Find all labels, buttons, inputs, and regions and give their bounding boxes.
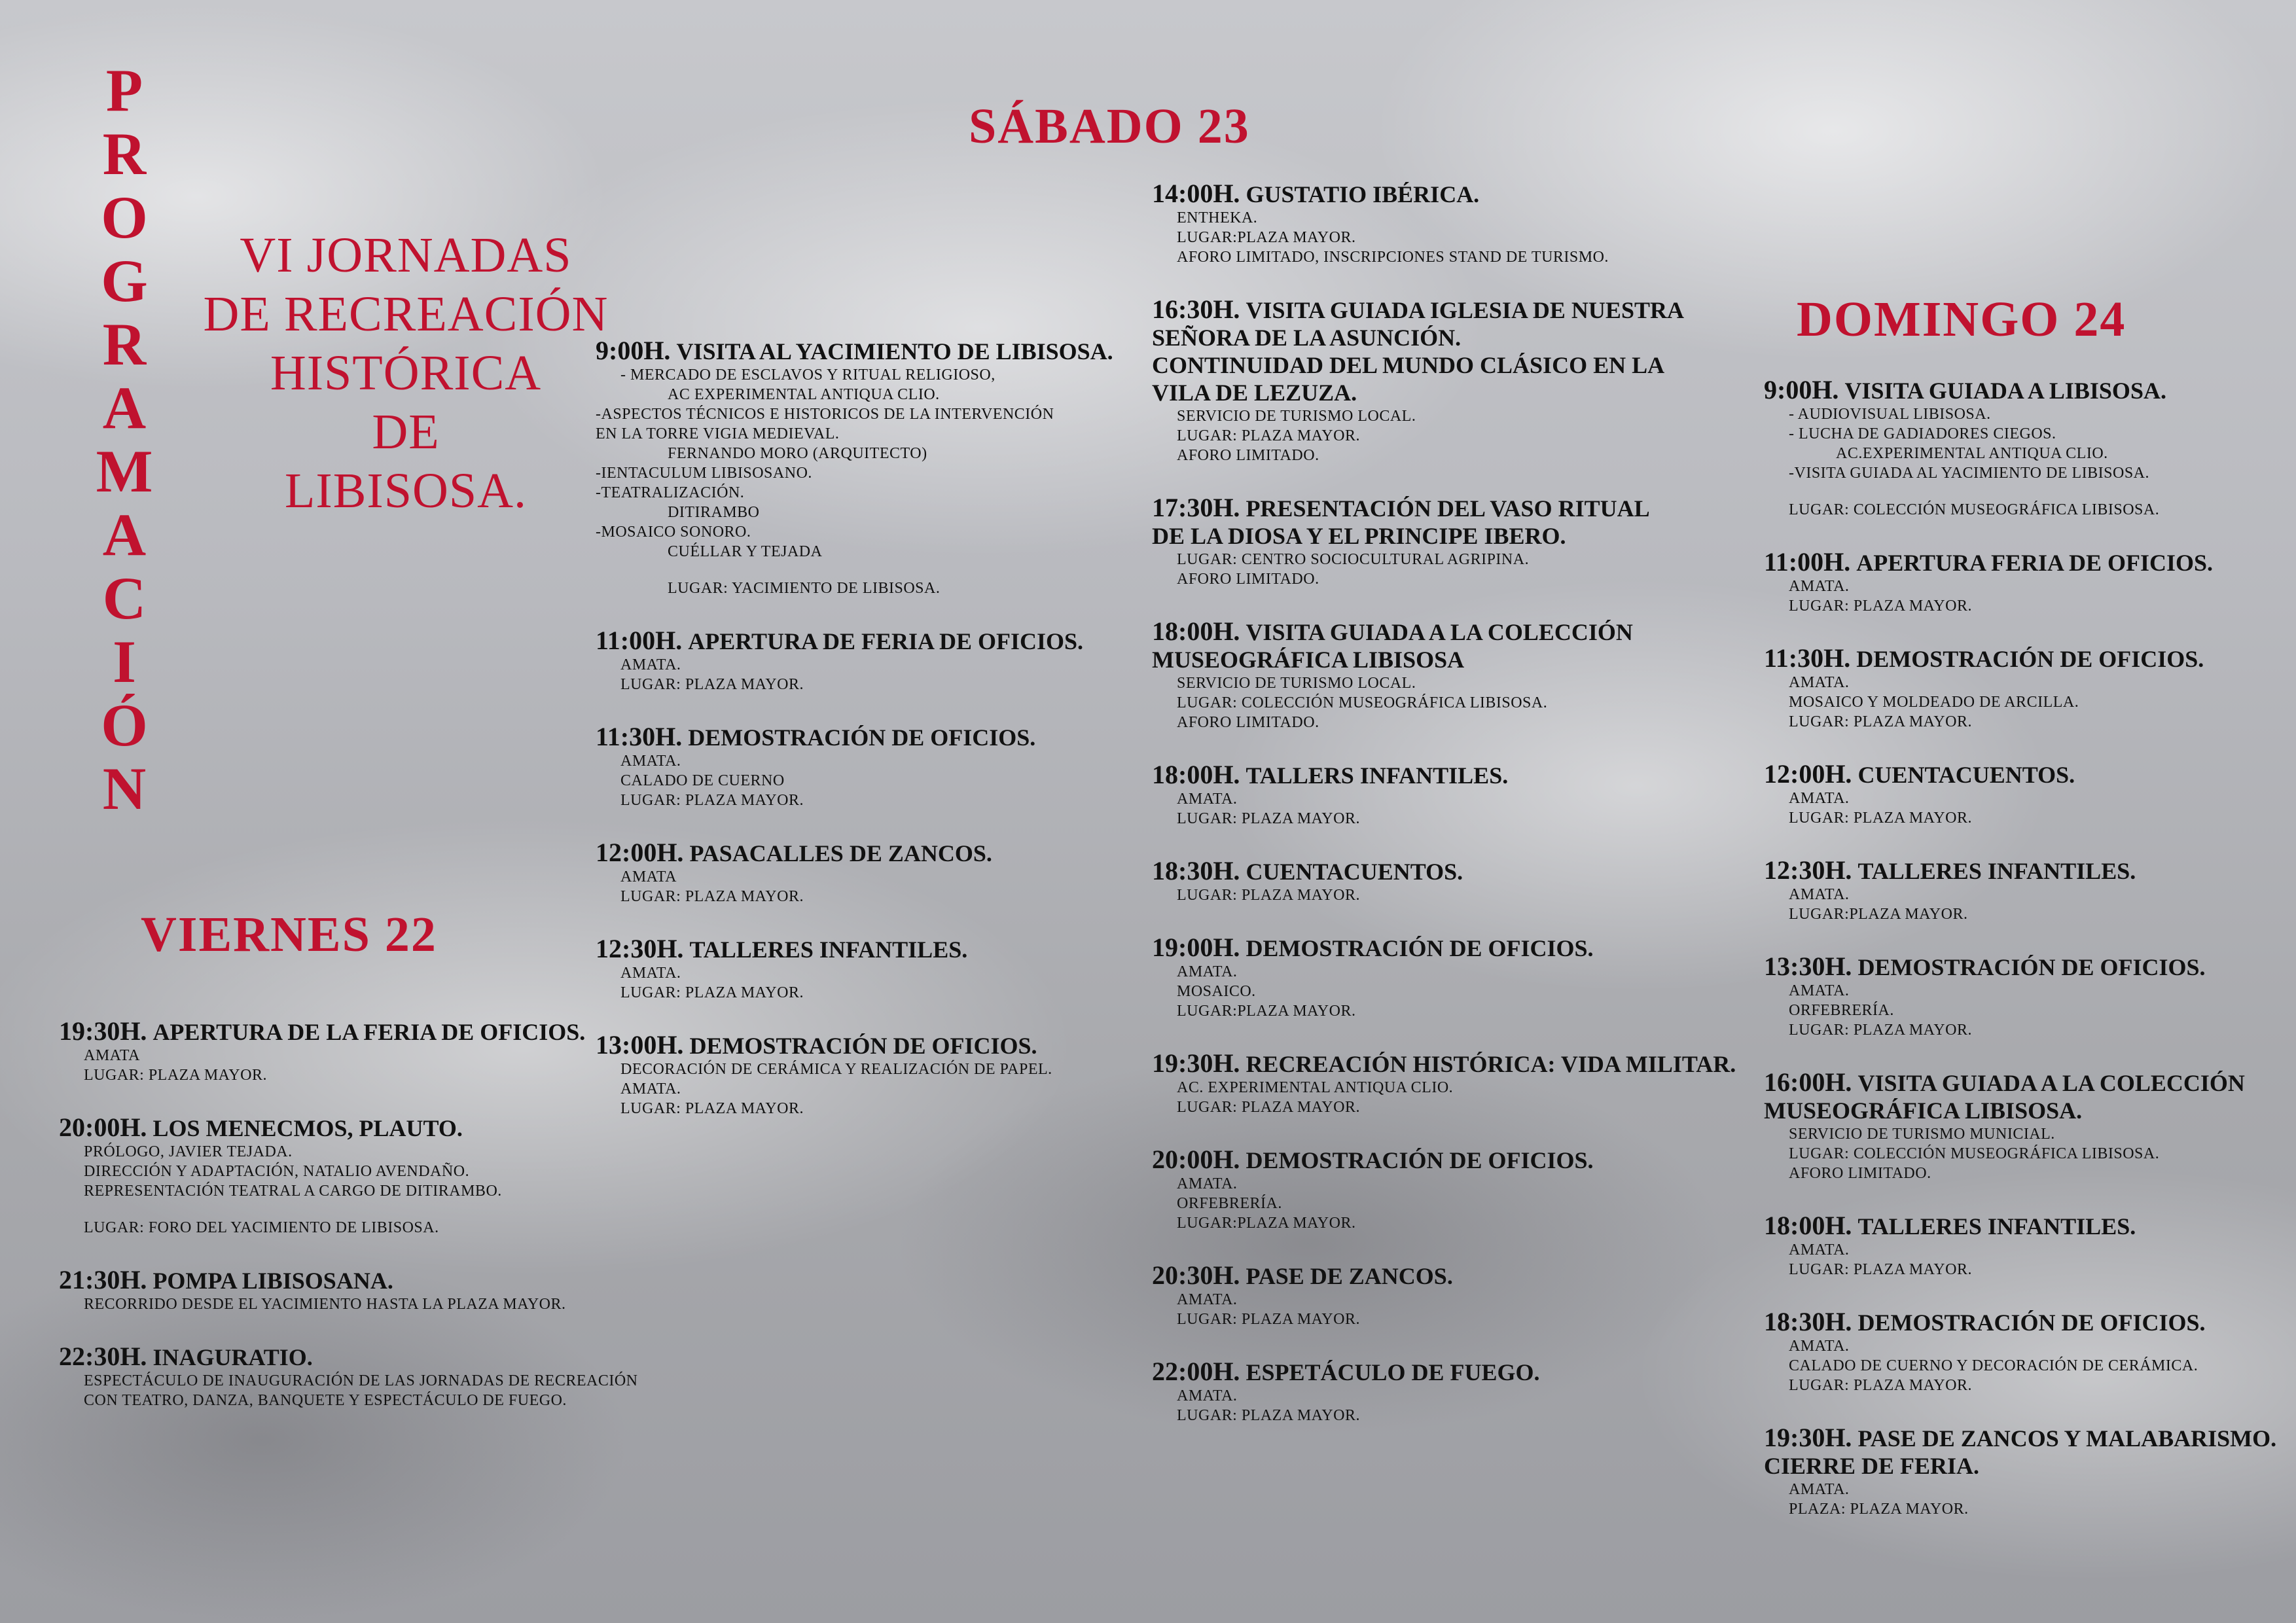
event-detail: LUGAR:PLAZA MAYOR. xyxy=(1177,1003,1356,1020)
event-detail: LUGAR: PLAZA MAYOR. xyxy=(1789,1261,1972,1278)
event-heading xyxy=(596,627,1158,655)
event-title: CUENTACUENTOS. xyxy=(1246,859,1463,885)
event-heading xyxy=(1152,1050,1741,1078)
event-time: 20:00H. xyxy=(1152,1145,1240,1174)
event-time: 11:00H. xyxy=(1764,547,1851,577)
event-heading xyxy=(1764,376,2281,404)
event-time: 12:00H. xyxy=(596,838,684,867)
event-detail: AMATA. xyxy=(1177,1175,1238,1192)
event-title: TALLERES INFANTILES. xyxy=(1857,858,2136,884)
event-time: 13:00H. xyxy=(596,1030,684,1060)
event-time: 12:30H. xyxy=(596,934,684,963)
event-detail: DITIRAMBO xyxy=(668,504,760,521)
event-heading xyxy=(1764,1424,2281,1452)
schedule-event xyxy=(1152,1050,1741,1117)
event-heading xyxy=(1764,645,2281,673)
event-detail: LUGAR: YACIMIENTO DE LIBISOSA. xyxy=(668,580,941,597)
event-heading xyxy=(1764,1212,2281,1240)
event-detail: CON TEATRO, DANZA, BANQUETE Y ESPECTÁCULO DE FUEGO. xyxy=(84,1392,567,1409)
event-heading xyxy=(1152,1146,1741,1174)
event-heading-line xyxy=(1152,646,1741,673)
event-detail: LUGAR: PLAZA MAYOR. xyxy=(620,676,804,693)
title-line: DE RECREACIÓN xyxy=(203,287,609,342)
event-title: DEMOSTRACIÓN DE OFICIOS. xyxy=(688,724,1036,751)
event-heading-line xyxy=(1764,1452,2281,1480)
event-title-continued: MUSEOGRÁFICA LIBISOSA. xyxy=(1764,1097,2083,1124)
schedule-event xyxy=(1764,857,2281,924)
vertical-letter: G xyxy=(101,247,148,314)
event-detail: DIRECCIÓN Y ADAPTACIÓN, NATALIO AVENDAÑO. xyxy=(84,1163,470,1180)
sunday-heading: DOMINGO 24 xyxy=(1797,292,2126,347)
event-time: 11:30H. xyxy=(596,722,683,751)
event-title: VISITA GUIADA A LA COLECCIÓN xyxy=(1246,619,1633,645)
schedule-event xyxy=(1764,1069,2281,1183)
event-title: DEMOSTRACIÓN DE OFICIOS. xyxy=(1857,1310,2206,1336)
event-detail: LUGAR: FORO DEL YACIMIENTO DE LIBISOSA. xyxy=(84,1219,439,1236)
event-detail: - MERCADO DE ESCLAVOS Y RITUAL RELIGIOSO, xyxy=(620,366,996,383)
schedule-event xyxy=(59,1266,713,1314)
event-detail: -TEATRALIZACIÓN. xyxy=(596,484,745,501)
event-detail: AFORO LIMITADO. xyxy=(1177,714,1319,731)
event-detail: -VISITA GUIADA AL YACIMIENTO DE LIBISOSA. xyxy=(1789,465,2150,482)
event-heading-line xyxy=(1152,351,1741,379)
vertical-letter: I xyxy=(113,628,136,695)
event-title: LOS MENECMOS, PLAUTO. xyxy=(152,1115,463,1141)
event-detail: SERVICIO DE TURISMO MUNICIAL. xyxy=(1789,1126,2055,1143)
event-title: VISITA GUIADA A LIBISOSA. xyxy=(1844,378,2166,404)
event-title-continued: DE LA DIOSA Y EL PRINCIPE IBERO. xyxy=(1152,523,1566,549)
event-detail: CALADO DE CUERNO xyxy=(620,772,785,789)
saturday-schedule-afternoon xyxy=(1152,180,1741,1454)
event-detail: LUGAR: PLAZA MAYOR. xyxy=(84,1067,267,1084)
event-title: VISITA GUIADA IGLESIA DE NUESTRA xyxy=(1246,297,1684,323)
title-line: VI JORNADAS xyxy=(240,228,572,283)
event-heading-line xyxy=(1152,324,1741,351)
event-detail: SERVICIO DE TURISMO LOCAL. xyxy=(1177,675,1416,692)
event-time: 9:00H. xyxy=(1764,375,1839,404)
event-detail: REPRESENTACIÓN TEATRAL A CARGO DE DITIRAMBO. xyxy=(84,1183,502,1200)
event-detail: AMATA. xyxy=(620,753,681,770)
event-title: DEMOSTRACIÓN DE OFICIOS. xyxy=(1856,646,2204,672)
event-time: 18:00H. xyxy=(1152,616,1240,646)
event-time: 12:30H. xyxy=(1764,855,1852,885)
event-detail: AMATA. xyxy=(1177,1291,1238,1308)
event-detail: AC EXPERIMENTAL ANTIQUA CLIO. xyxy=(668,386,940,403)
vertical-letter: O xyxy=(101,184,148,251)
schedule-event xyxy=(596,839,1158,906)
event-heading xyxy=(1764,953,2281,981)
event-detail: LUGAR: PLAZA MAYOR. xyxy=(620,984,804,1001)
event-detail: AMATA. xyxy=(1789,578,1850,595)
event-title: VISITA AL YACIMIENTO DE LIBISOSA. xyxy=(676,338,1113,365)
event-heading xyxy=(596,337,1158,365)
event-heading-line xyxy=(1152,522,1741,550)
event-detail: - LUCHA DE GADIADORES CIEGOS. xyxy=(1789,425,2056,442)
schedule-event xyxy=(596,1031,1158,1118)
event-time: 9:00H. xyxy=(596,336,671,365)
event-heading xyxy=(1152,618,1741,646)
schedule-event xyxy=(1764,548,2281,616)
event-detail: AMATA. xyxy=(1177,791,1238,808)
event-title: APERTURA DE LA FERIA DE OFICIOS. xyxy=(152,1019,586,1045)
event-detail: LUGAR: PLAZA MAYOR. xyxy=(1789,810,1972,827)
event-detail: AMATA. xyxy=(620,1080,681,1097)
event-title: VISITA GUIADA A LA COLECCIÓN xyxy=(1857,1070,2245,1096)
event-heading xyxy=(1152,1358,1741,1386)
event-detail: LUGAR:PLAZA MAYOR. xyxy=(1177,1215,1356,1232)
vertical-letter: A xyxy=(102,501,147,568)
event-detail: LUGAR:PLAZA MAYOR. xyxy=(1789,906,1968,923)
event-detail: AC. EXPERIMENTAL ANTIQUA CLIO. xyxy=(1177,1079,1454,1096)
event-detail: AMATA. xyxy=(1789,1241,1850,1258)
event-heading xyxy=(1152,1262,1741,1290)
event-detail: AMATA. xyxy=(1789,1338,1850,1355)
event-title: APERTURA FERIA DE OFICIOS. xyxy=(1856,550,2214,576)
vertical-letter: Ó xyxy=(101,692,148,758)
event-time: 19:30H. xyxy=(1152,1048,1240,1078)
event-detail: AMATA. xyxy=(1177,963,1238,980)
event-title: DEMOSTRACIÓN DE OFICIOS. xyxy=(689,1033,1037,1059)
event-heading xyxy=(1152,761,1741,789)
event-title-continued: SEÑORA DE LA ASUNCIÓN. xyxy=(1152,325,1462,351)
event-heading xyxy=(1152,494,1741,522)
event-title: DEMOSTRACIÓN DE OFICIOS. xyxy=(1246,1147,1594,1173)
event-title: CUENTACUENTOS. xyxy=(1857,762,2075,788)
schedule-event xyxy=(1152,934,1741,1021)
title-line: LIBISOSA. xyxy=(284,463,528,518)
event-detail: PRÓLOGO, JAVIER TEJADA. xyxy=(84,1143,293,1160)
event-heading xyxy=(1152,296,1741,324)
event-title: APERTURA DE FERIA DE OFICIOS. xyxy=(688,628,1084,654)
event-time: 20:30H. xyxy=(1152,1260,1240,1290)
event-heading xyxy=(596,723,1158,751)
event-time: 19:30H. xyxy=(59,1016,147,1046)
event-detail: CUÉLLAR Y TEJADA xyxy=(668,543,823,560)
event-time: 16:30H. xyxy=(1152,294,1240,324)
event-heading xyxy=(596,1031,1158,1060)
event-title: INAGURATIO. xyxy=(152,1344,313,1370)
event-title xyxy=(177,226,635,520)
schedule-event xyxy=(1764,376,2281,520)
schedule-event xyxy=(1152,761,1741,829)
schedule-event xyxy=(1152,1262,1741,1329)
event-detail: ORFEBRERÍA. xyxy=(1789,1002,1894,1019)
event-detail: LUGAR:PLAZA MAYOR. xyxy=(1177,229,1356,246)
event-detail: CALADO DE CUERNO Y DECORACIÓN DE CERÁMICA. xyxy=(1789,1357,2198,1374)
event-heading xyxy=(59,1343,713,1371)
schedule-event xyxy=(1764,1212,2281,1279)
event-heading xyxy=(59,1266,713,1294)
event-detail: LUGAR: CENTRO SOCIOCULTURAL AGRIPINA. xyxy=(1177,551,1530,568)
event-heading xyxy=(1152,934,1741,962)
event-detail: LUGAR: COLECCIÓN MUSEOGRÁFICA LIBISOSA. xyxy=(1789,1145,2160,1162)
event-time: 21:30H. xyxy=(59,1265,147,1294)
vertical-letter: P xyxy=(105,57,143,124)
event-detail: LUGAR: PLAZA MAYOR. xyxy=(1177,427,1360,444)
event-detail: LUGAR: COLECCIÓN MUSEOGRÁFICA LIBISOSA. xyxy=(1789,501,2160,518)
vertical-letter: A xyxy=(102,374,147,441)
event-detail: AMATA. xyxy=(1177,1387,1238,1404)
schedule-event xyxy=(596,723,1158,810)
vertical-programacion-title xyxy=(92,59,157,821)
event-heading-line xyxy=(1764,1097,2281,1124)
event-time: 14:00H. xyxy=(1152,179,1240,208)
schedule-event xyxy=(1152,494,1741,589)
schedule-event xyxy=(1152,1358,1741,1425)
event-title: ESPETÁCULO DE FUEGO. xyxy=(1246,1359,1540,1385)
event-detail: PLAZA: PLAZA MAYOR. xyxy=(1789,1501,1969,1518)
event-title-continued: VILA DE LEZUZA. xyxy=(1152,380,1357,406)
schedule-event xyxy=(1152,180,1741,267)
title-line: HISTÓRICA xyxy=(270,346,542,401)
schedule-event xyxy=(1152,1146,1741,1233)
event-detail: ESPECTÁCULO DE INAUGURACIÓN DE LAS JORNADAS DE RECREACIÓN xyxy=(84,1372,638,1389)
event-heading-line xyxy=(1152,379,1741,406)
event-detail: AFORO LIMITADO, INSCRIPCIONES STAND DE TURISMO. xyxy=(1177,249,1609,266)
event-time: 19:00H. xyxy=(1152,933,1240,962)
event-time: 18:00H. xyxy=(1152,760,1240,789)
vertical-letter: R xyxy=(102,311,147,378)
event-detail: EN LA TORRE VIGIA MEDIEVAL. xyxy=(596,425,840,442)
event-detail: SERVICIO DE TURISMO LOCAL. xyxy=(1177,408,1416,425)
event-detail: LUGAR: PLAZA MAYOR. xyxy=(1177,810,1360,827)
event-title: TALLERS INFANTILES. xyxy=(1246,762,1509,789)
event-time: 17:30H. xyxy=(1152,493,1240,522)
event-detail: AMATA. xyxy=(1789,886,1850,903)
saturday-schedule-morning xyxy=(596,337,1158,1147)
event-title-continued: MUSEOGRÁFICA LIBISOSA xyxy=(1152,647,1465,673)
event-heading xyxy=(1152,857,1741,885)
event-detail: -ASPECTOS TÉCNICOS E HISTORICOS DE LA INTERVENCIÓN xyxy=(596,406,1054,423)
event-title: GUSTATIO IBÉRICA. xyxy=(1246,181,1480,207)
vertical-letter: R xyxy=(102,120,147,187)
event-detail: MOSAICO Y MOLDEADO DE ARCILLA. xyxy=(1789,694,2079,711)
event-detail: LUGAR: PLAZA MAYOR. xyxy=(1177,887,1360,904)
event-detail: LUGAR: PLAZA MAYOR. xyxy=(1177,1311,1360,1328)
schedule-event xyxy=(1764,645,2281,732)
event-detail: LUGAR: PLAZA MAYOR. xyxy=(1177,1099,1360,1116)
schedule-event xyxy=(596,337,1158,598)
schedule-event xyxy=(1764,760,2281,828)
event-detail: AMATA xyxy=(84,1047,140,1064)
event-heading xyxy=(1764,1069,2281,1097)
event-detail: ORFEBRERÍA. xyxy=(1177,1195,1282,1212)
event-detail: LUGAR: PLAZA MAYOR. xyxy=(620,792,804,809)
event-heading xyxy=(1764,857,2281,885)
event-detail: AC.EXPERIMENTAL ANTIQUA CLIO. xyxy=(1836,445,2108,462)
event-detail: AMATA. xyxy=(1789,790,1850,807)
event-detail: LUGAR: PLAZA MAYOR. xyxy=(1789,1377,1972,1394)
event-title: DEMOSTRACIÓN DE OFICIOS. xyxy=(1857,954,2206,980)
event-title: RECREACIÓN HISTÓRICA: VIDA MILITAR. xyxy=(1246,1051,1736,1077)
event-detail: LUGAR: PLAZA MAYOR. xyxy=(620,1100,804,1117)
event-detail: AFORO LIMITADO. xyxy=(1177,571,1319,588)
event-time: 19:30H. xyxy=(1764,1423,1852,1452)
event-detail: -IENTACULUM LIBISOSANO. xyxy=(596,465,812,482)
schedule-event xyxy=(59,1343,713,1410)
event-detail: AMATA. xyxy=(620,965,681,982)
event-time: 13:30H. xyxy=(1764,952,1852,981)
event-title: PRESENTACIÓN DEL VASO RITUAL xyxy=(1246,495,1650,522)
schedule-event xyxy=(1152,296,1741,465)
saturday-heading: SÁBADO 23 xyxy=(969,99,1250,154)
schedule-event xyxy=(1764,953,2281,1040)
event-detail: LUGAR: PLAZA MAYOR. xyxy=(1789,597,1972,615)
event-time: 11:30H. xyxy=(1764,643,1851,673)
event-title-continued: CONTINUIDAD DEL MUNDO CLÁSICO EN LA xyxy=(1152,352,1665,378)
event-title: PASE DE ZANCOS Y MALABARISMO. xyxy=(1857,1425,2277,1452)
event-time: 20:00H. xyxy=(59,1113,147,1142)
event-detail: MOSAICO. xyxy=(1177,983,1256,1000)
schedule-event xyxy=(1152,618,1741,732)
event-detail: - AUDIOVISUAL LIBISOSA. xyxy=(1789,406,1991,423)
event-title: PASE DE ZANCOS. xyxy=(1246,1263,1453,1289)
event-detail: AMATA. xyxy=(1789,982,1850,999)
event-heading xyxy=(1152,180,1741,208)
event-time: 22:00H. xyxy=(1152,1357,1240,1386)
event-detail: RECORRIDO DESDE EL YACIMIENTO HASTA LA PLAZA MAYOR. xyxy=(84,1296,566,1313)
event-detail: LUGAR: PLAZA MAYOR. xyxy=(1177,1407,1360,1424)
event-time: 18:00H. xyxy=(1764,1211,1852,1240)
event-detail: LUGAR: PLAZA MAYOR. xyxy=(1789,1022,1972,1039)
event-time: 12:00H. xyxy=(1764,759,1852,789)
schedule-event xyxy=(1764,1424,2281,1519)
event-time: 16:00H. xyxy=(1764,1067,1852,1097)
event-detail: AMATA. xyxy=(1789,1481,1850,1498)
event-detail: DECORACIÓN DE CERÁMICA Y REALIZACIÓN DE PAPEL. xyxy=(620,1061,1052,1078)
event-detail: AMATA xyxy=(620,868,677,885)
friday-heading: VIERNES 22 xyxy=(141,907,437,962)
event-heading xyxy=(596,935,1158,963)
event-title: TALLERES INFANTILES. xyxy=(689,936,968,963)
event-title-continued: CIERRE DE FERIA. xyxy=(1764,1453,1980,1479)
event-heading xyxy=(1764,760,2281,789)
schedule-event xyxy=(1152,857,1741,905)
event-time: 18:30H. xyxy=(1152,856,1240,885)
vertical-letter: M xyxy=(96,438,153,505)
schedule-event xyxy=(596,935,1158,1003)
event-detail: ENTHEKA. xyxy=(1177,209,1258,226)
event-heading xyxy=(1764,548,2281,577)
schedule-event xyxy=(1764,1308,2281,1395)
vertical-letter: C xyxy=(102,565,147,632)
event-detail: AMATA. xyxy=(620,656,681,673)
sunday-schedule xyxy=(1764,376,2281,1548)
event-detail: LUGAR: PLAZA MAYOR. xyxy=(620,888,804,905)
event-time: 11:00H. xyxy=(596,626,683,655)
event-detail: FERNANDO MORO (ARQUITECTO) xyxy=(668,445,927,462)
schedule-event xyxy=(596,627,1158,694)
event-title: PASACALLES DE ZANCOS. xyxy=(689,840,992,866)
vertical-letter: N xyxy=(102,755,147,822)
event-detail: LUGAR: COLECCIÓN MUSEOGRÁFICA LIBISOSA. xyxy=(1177,694,1548,711)
event-time: 22:30H. xyxy=(59,1342,147,1371)
event-detail: AMATA. xyxy=(1789,674,1850,691)
event-time: 18:30H. xyxy=(1764,1307,1852,1336)
event-detail: AFORO LIMITADO. xyxy=(1789,1165,1931,1182)
event-title: POMPA LIBISOSANA. xyxy=(152,1268,393,1294)
event-detail: -MOSAICO SONORO. xyxy=(596,524,751,541)
event-detail: LUGAR: PLAZA MAYOR. xyxy=(1789,713,1972,730)
event-title: DEMOSTRACIÓN DE OFICIOS. xyxy=(1246,935,1594,961)
event-heading xyxy=(596,839,1158,867)
title-line: DE xyxy=(372,404,440,459)
event-heading xyxy=(1764,1308,2281,1336)
event-detail: AFORO LIMITADO. xyxy=(1177,447,1319,464)
event-title: TALLERES INFANTILES. xyxy=(1857,1213,2136,1240)
